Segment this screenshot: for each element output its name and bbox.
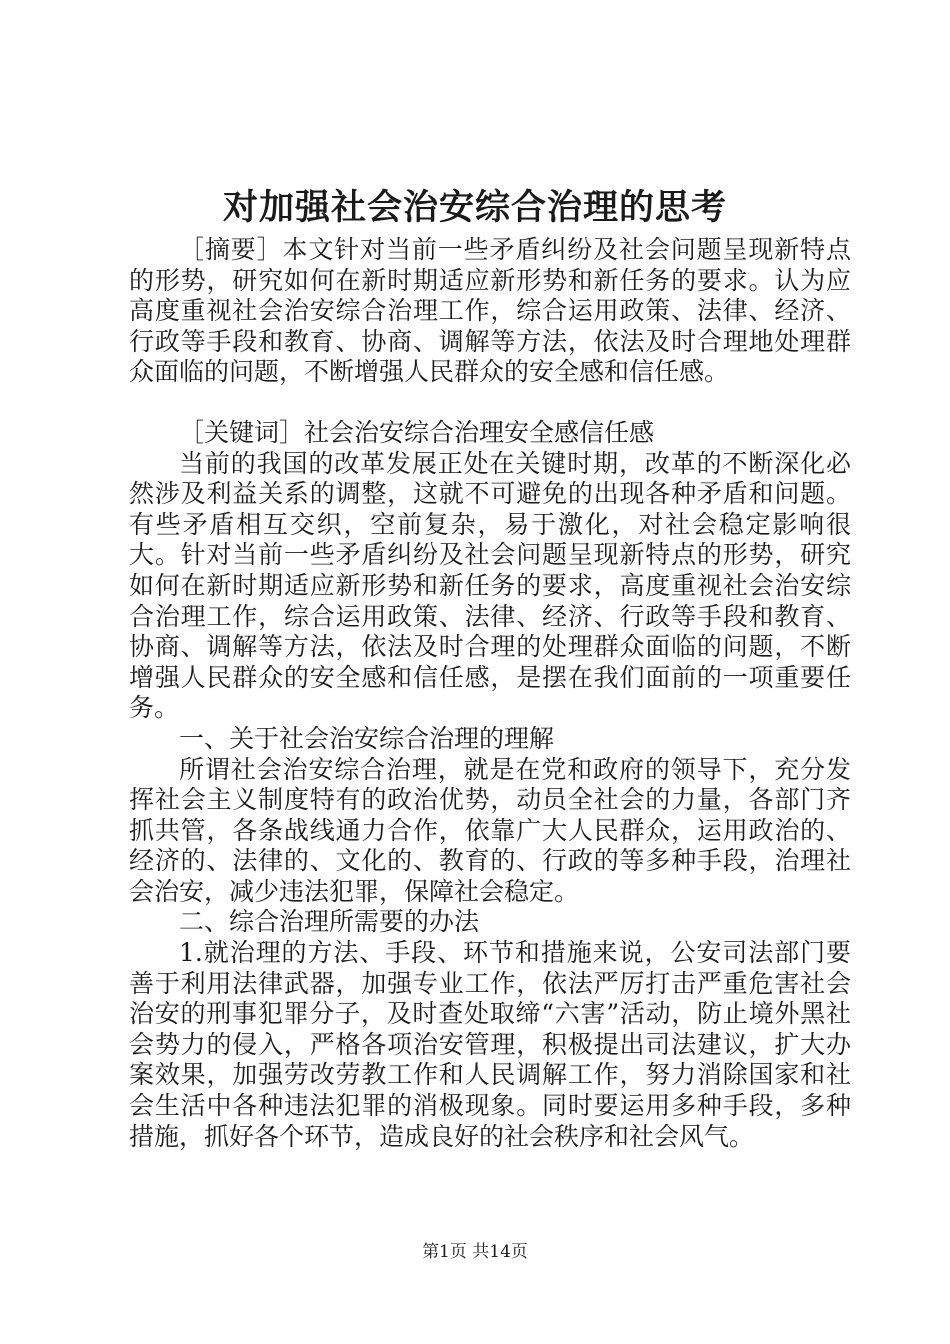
page-number-footer: 第1页 共14页	[422, 1242, 528, 1262]
section-2-paragraph: 1.就治理的方法、手段、环节和措施来说，公安司法部门要善于利用法律武器，加强专业工作，依法严厉打击严重危害社会治安的刑事犯罪分子，及时查处取缔“六害”活动，防止境外黑社会势力的侵入，严格各项治安管理，积极提出司法建议，扩大办案效果，加强劳改劳教工作和人民调解工作，努力消除国家和社会生活中各种违法犯罪的消极现象。同时要运用多种手段，多种措施，抓好各个环节，造成良好的社会秩序和社会风气。	[129, 938, 851, 1151]
intro-paragraph: 当前的我国的改革发展正处在关键时期，改革的不断深化必然涉及利益关系的调整，这就不可避免的出现各种矛盾和问题。有些矛盾相互交织，空前复杂，易于激化，对社会稳定影响很大。针对当前一些矛盾纠纷及社会问题呈现新特点的形势，研究如何在新时期适应新形势和新任务的要求，高度重视社会治安综合治理工作，综合运用政策、法律、经济、行政等手段和教育、协商、调解等方法，依法及时合理的处理群众面临的问题，不断增强人民群众的安全感和信任感，是摆在我们面前的一项重要任务。	[129, 448, 851, 723]
abstract-paragraph: ［摘要］本文针对当前一些矛盾纠纷及社会问题呈现新特点的形势，研究如何在新时期适应新形势和新任务的要求。认为应高度重视社会治安综合治理工作，综合运用政策、法律、经济、行政等手段和教育、协商、调解等方法，依法及时合理地处理群众面临的问题，不断增强人民群众的安全感和信任感。	[129, 235, 851, 387]
document-body	[129, 235, 851, 1152]
document-title: 对加强社会治安综合治理的思考	[222, 187, 727, 228]
section-heading-1: 一、关于社会治安综合治理的理解	[179, 723, 555, 753]
section-heading-2: 二、综合治理所需要的办法	[179, 907, 480, 937]
section-1-paragraph: 所谓社会治安综合治理，就是在党和政府的领导下，充分发挥社会主义制度特有的政治优势，动员全社会的力量，各部门齐抓共管，各条战线通力合作，依靠广大人民群众，运用政治的、经济的、法律的、文化的、教育的、行政的等多种手段，治理社会治安，减少违法犯罪，保障社会稳定。	[129, 754, 851, 906]
keywords-paragraph: ［关键词］社会治安综合治理安全感信任感	[179, 417, 655, 447]
